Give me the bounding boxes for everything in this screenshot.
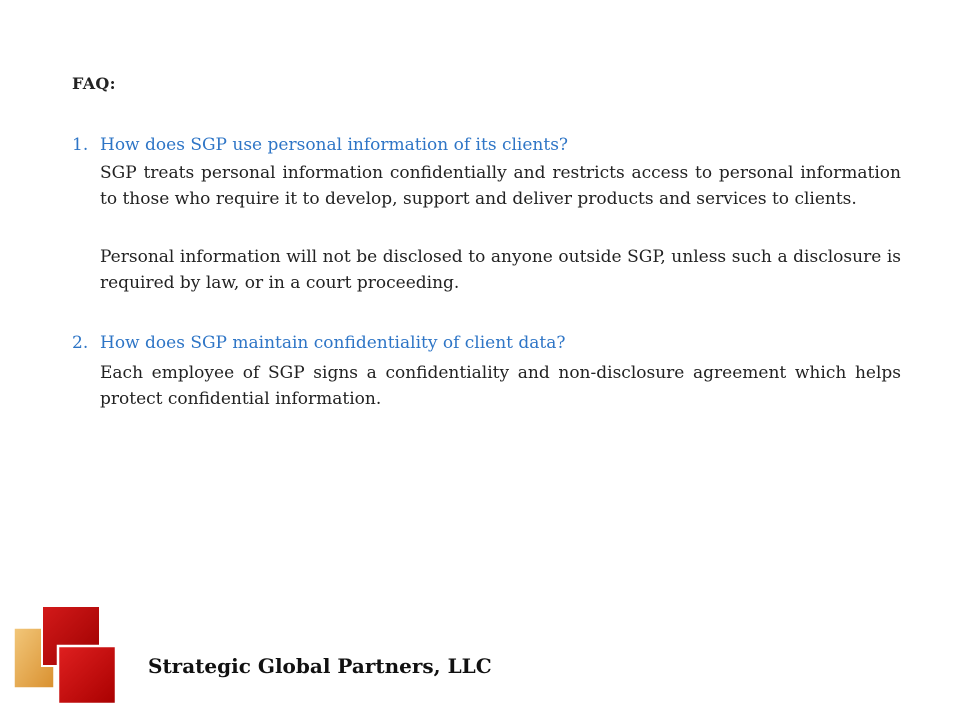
faq-answer-1-paragraph-1: SGP treats personal information confidentially and restricts access to personal information to those who require it to develop, support and deliver products and services to clients. [100, 163, 901, 209]
faq-question-number: 1. [72, 135, 89, 155]
logo-square-red-bottom [58, 646, 116, 704]
faq-question-text: How does SGP use personal information of its clients? [100, 135, 569, 155]
faq-question-1 [72, 132, 902, 158]
faq-answer-1-paragraph-2: Personal information will not be disclosed to anyone outside SGP, unless such a disclosure is required by law, or in a court proceeding. [100, 247, 901, 293]
faq-question-2 [72, 330, 902, 356]
faq-question-number: 2. [72, 333, 89, 353]
faq-answer-2-paragraph-1: Each employee of SGP signs a confidentiality and non-disclosure agreement which helps protect confidential information. [100, 363, 901, 409]
company-logo [0, 598, 120, 708]
company-name: Strategic Global Partners, LLC [148, 654, 492, 678]
faq-question-text: How does SGP maintain confidentiality of client data? [100, 333, 566, 353]
faq-heading: FAQ: [72, 74, 116, 93]
